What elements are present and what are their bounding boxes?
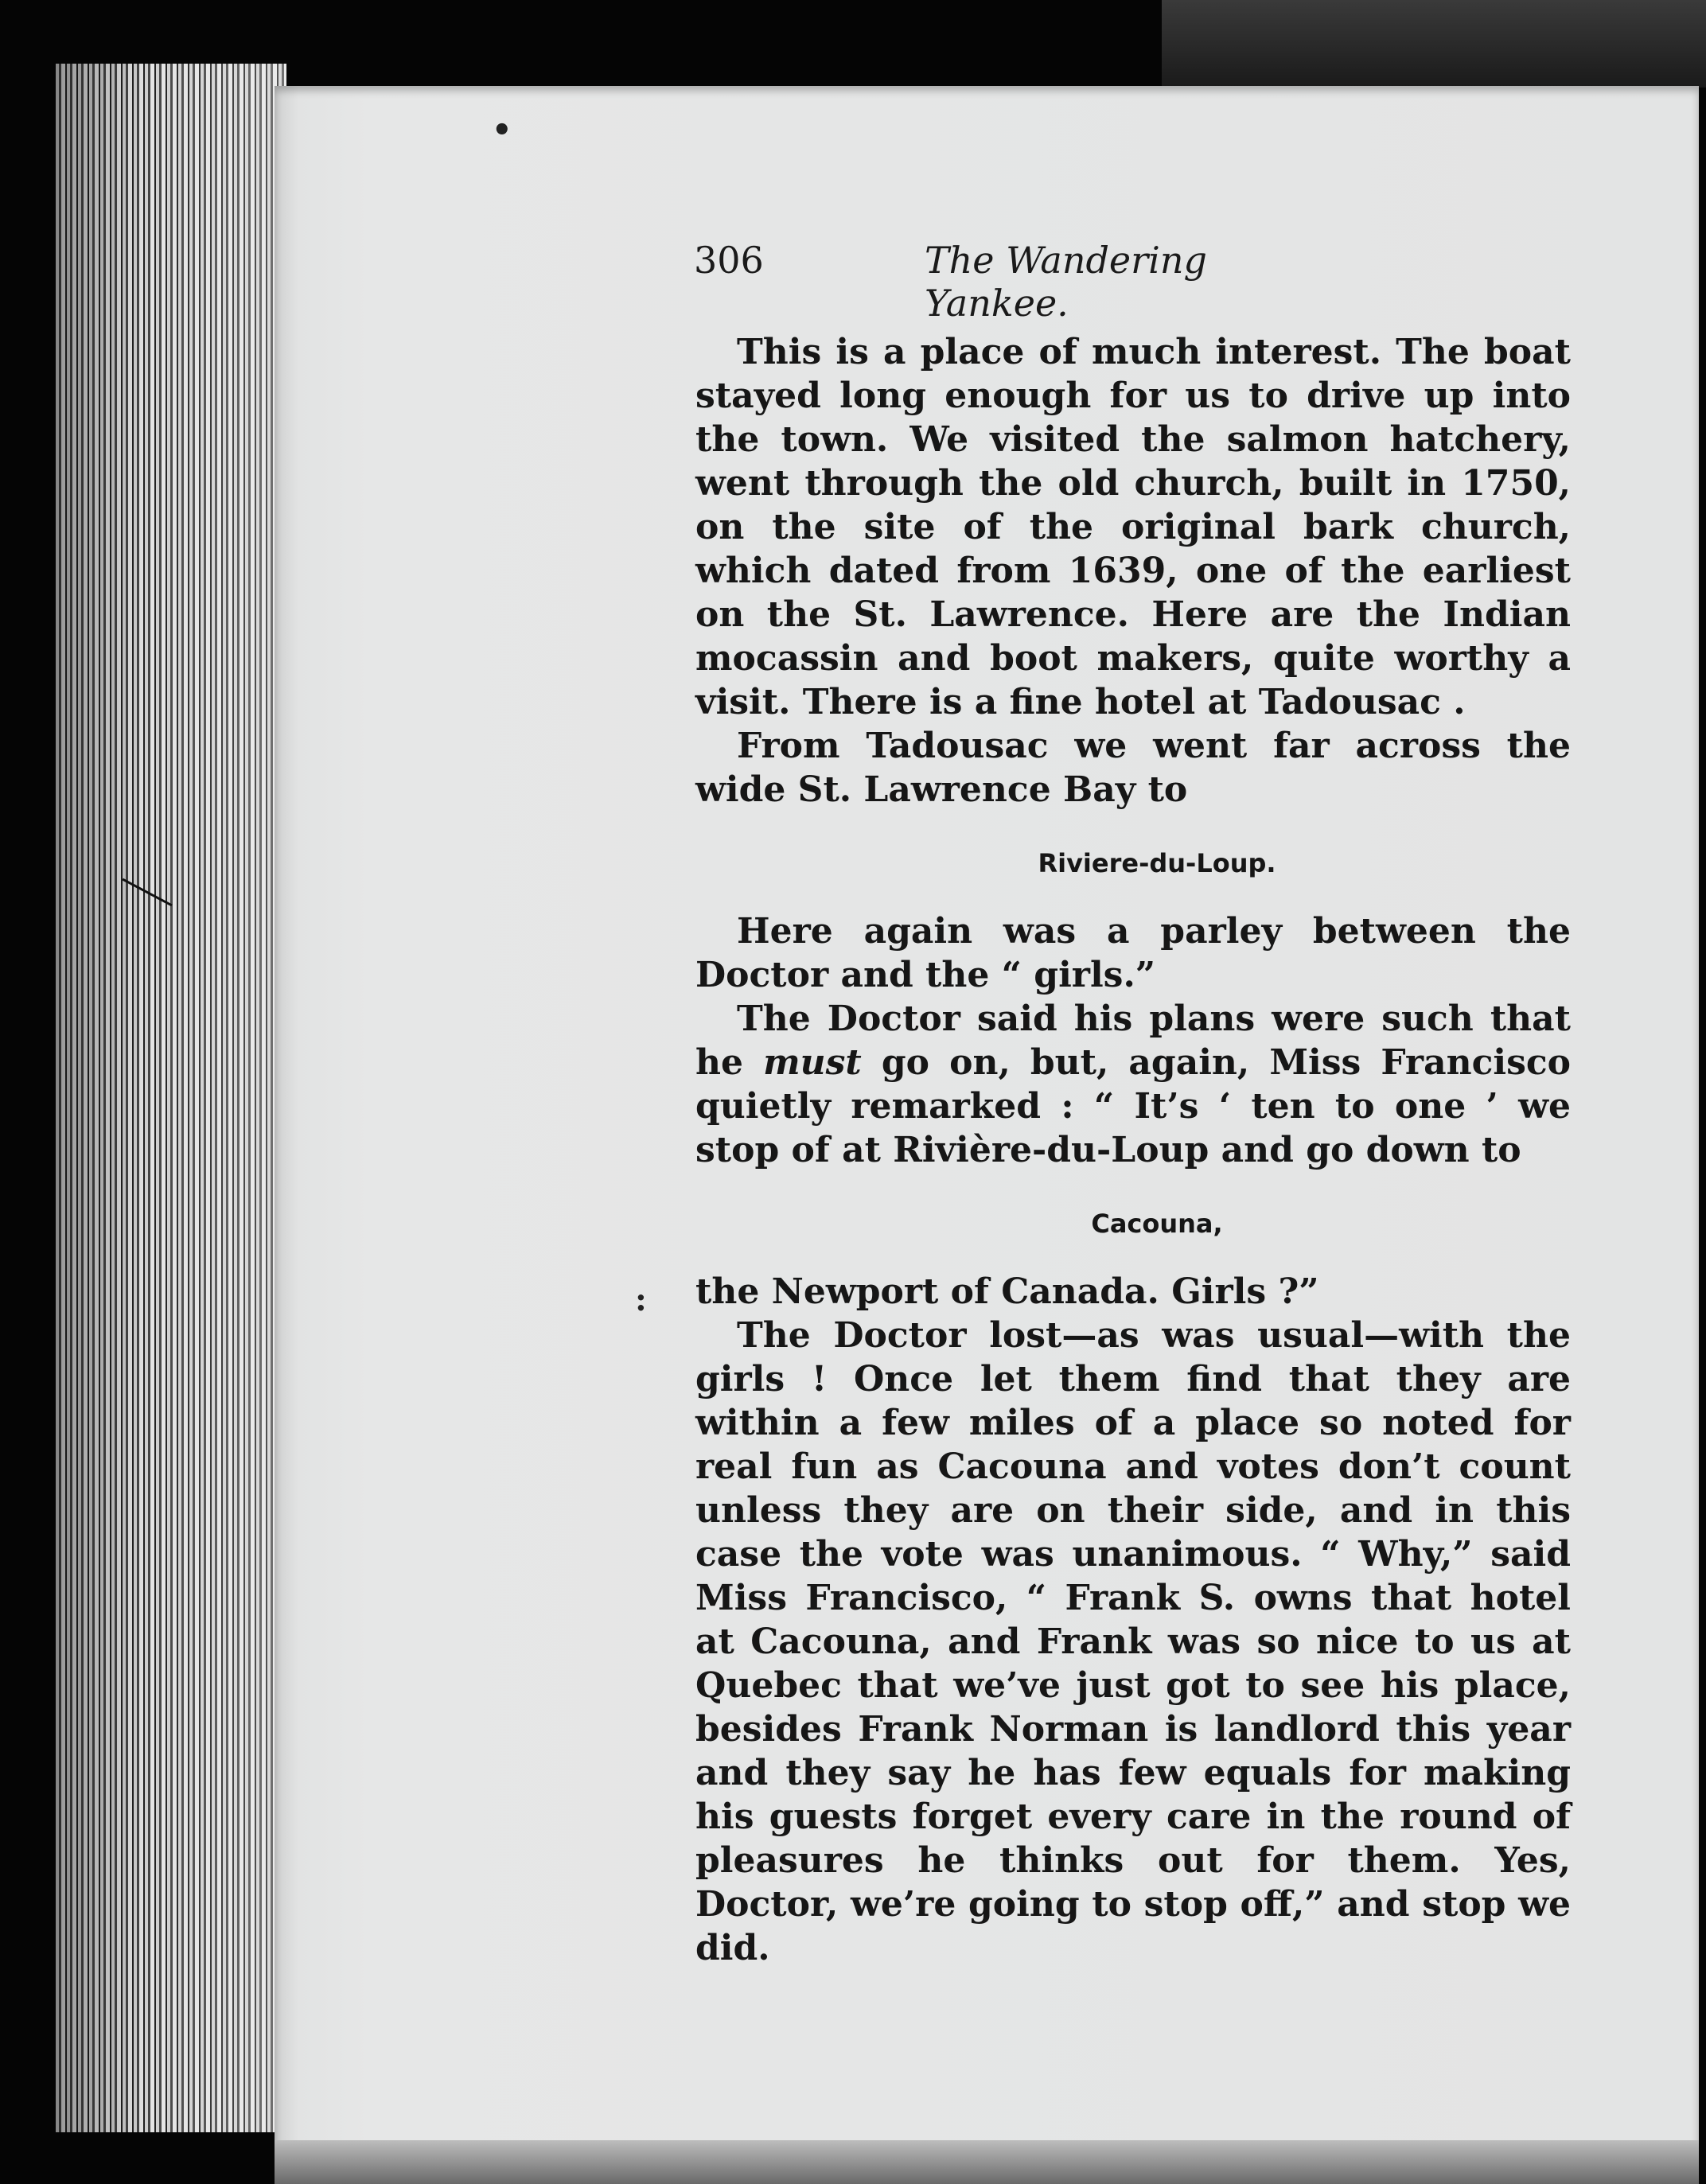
page-bottom-edge	[275, 2140, 1699, 2184]
paragraph-1: This is a place of much interest. The boat stayed long enough for us to drive up into the town. We visited the salmon hatchery, went through the old church, built in 1750, on the site of the original bark church, which dated from 1639, one of the earliest on the St. Lawrence. Here are the Indian mocassin and boot makers, quite worthy a visit. There is a fine hotel at Tadousac .	[695, 332, 1571, 722]
book-title: The Wandering Yankee.	[925, 239, 1207, 325]
paragraph-6: The Doctor lost—as was usual—with the girls ! Once let them find that they are within a few miles of a place so noted for real fun as Cacouna and votes don’t count unless they are on their side, and in this case the vote was unanimous. “ Why,” said Miss Francisco, “ Frank S. owns that hotel at Cacouna, and Frank was so nice to us at Quebec that we’ve just got to see his place, besides Frank Norman is landlord this year and they say he has few equals for making his guests forget every care in the round of pleasures he thinks out for them. Yes, Doctor, we’re going to stop off,” and stop we did.	[695, 1315, 1571, 1968]
page-number: 306	[694, 239, 764, 282]
paragraph-4-text-a: The Doctor said his plans were such that he	[695, 999, 1571, 1083]
background-shadow	[1162, 0, 1706, 88]
section-heading-cacouna: Cacouna,	[1091, 1209, 1223, 1239]
paragraph-5: the Newport of Canada. Girls ?”	[695, 1271, 1319, 1312]
paragraph-3: Here again was a parley between the Doctor and the “ girls.”	[695, 911, 1571, 995]
paragraph-4-text-b: go on, but, again, Miss Francisco quietly remarked : “ It’s ‘ ten to one ’ we stop of at Rivière-du-Loup and go down to	[695, 1042, 1571, 1170]
page-text	[695, 330, 1571, 1970]
emphasis-must: must	[763, 1042, 862, 1083]
page-edges-shading	[56, 64, 286, 2132]
ink-speck: •	[492, 111, 512, 149]
paragraph-2: From Tadousac we went far across the wide St. Lawrence Bay to	[695, 726, 1571, 810]
colon-mark: :	[635, 1281, 647, 1318]
paragraph-4	[695, 997, 1571, 1172]
section-heading-riviere-du-loup: Riviere-du-Loup.	[1038, 848, 1276, 878]
